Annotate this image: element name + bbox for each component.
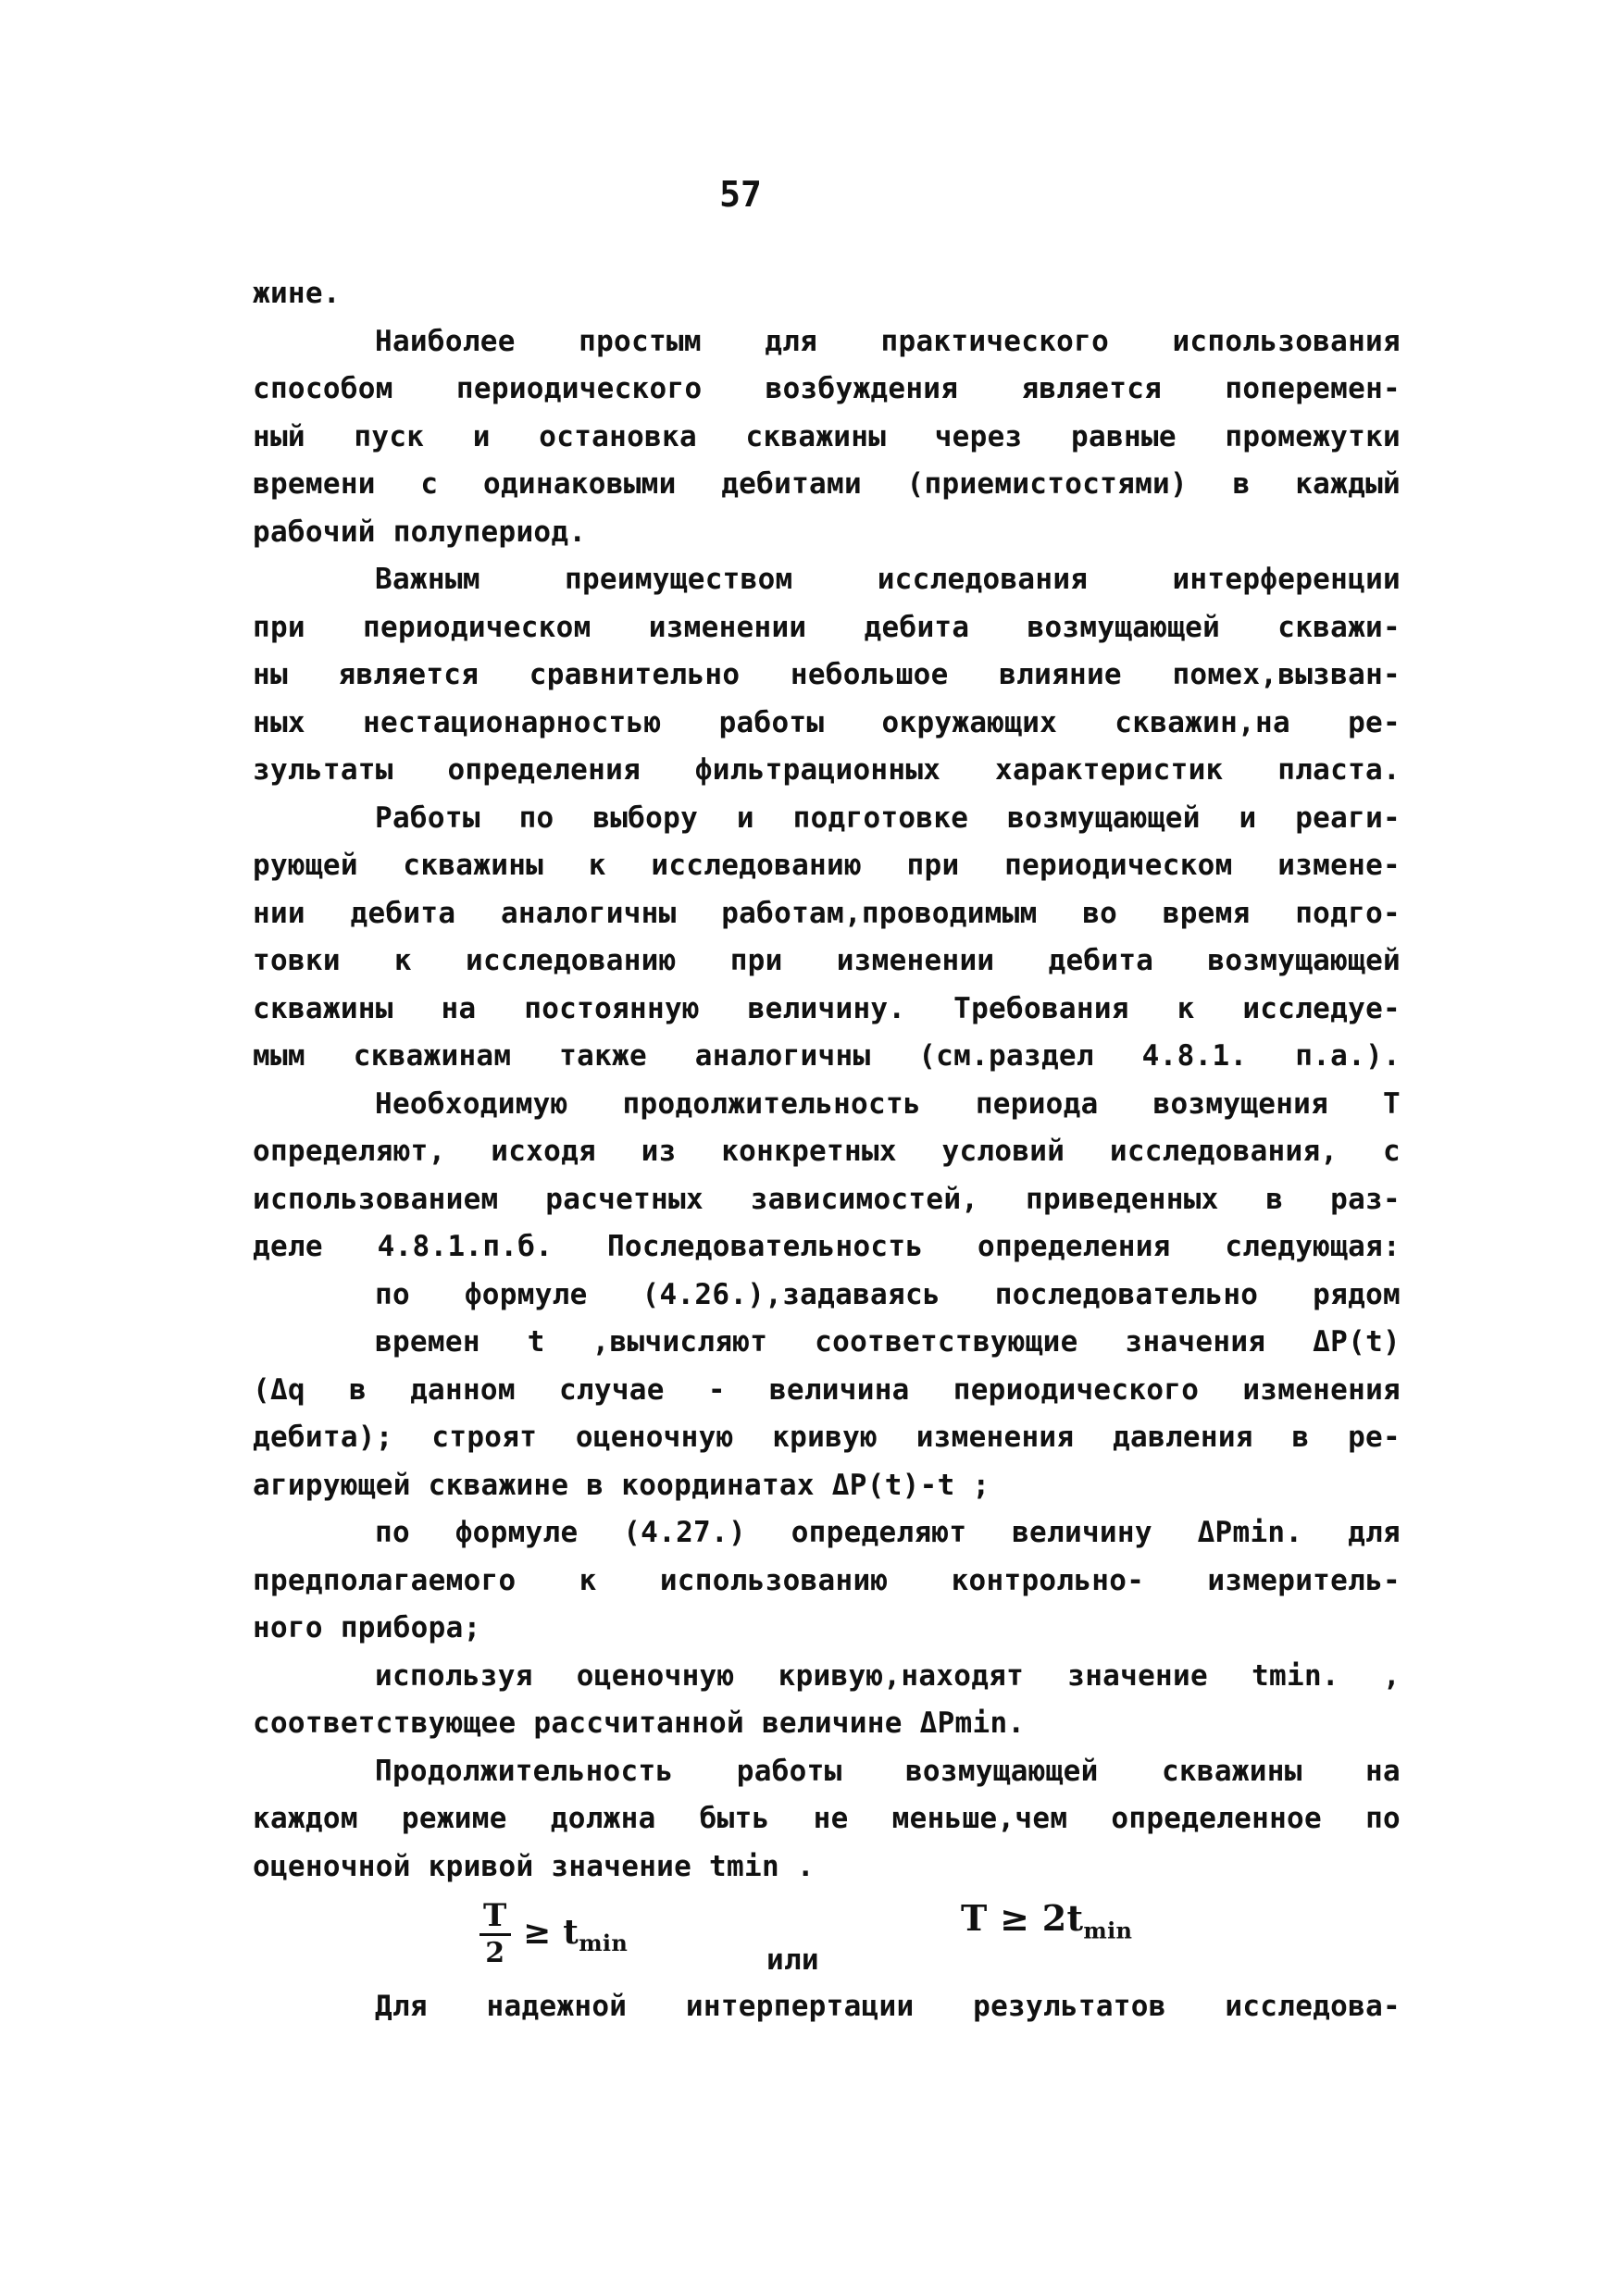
text-line: соответствующее рассчитанной величине ΔPmin. bbox=[253, 1706, 1026, 1740]
text-line: (Δq в данном случае - величина периодического изменения bbox=[253, 1372, 1401, 1407]
text-line: рующей скважины к исследованию при периодическом измене- bbox=[253, 849, 1401, 882]
text-line: Работы по выбору и подготовке возмущающей и реаги- bbox=[375, 800, 1401, 835]
text-line: ный пуск и остановка скважины через равные промежутки bbox=[253, 419, 1401, 453]
text-line: каждом режиме должна быть не меньше,чем определенное по bbox=[253, 1802, 1401, 1835]
text-line: Важным преимуществом исследования интерференции bbox=[375, 563, 1401, 596]
inequality-right-sub: min bbox=[1083, 1917, 1133, 1944]
text-line: агирующей скважине в координатах ΔP(t)-t ; bbox=[253, 1468, 990, 1502]
text-line: оценочной кривой значение tmin . bbox=[253, 1849, 815, 1883]
text-line: времени с одинаковыми дебитами (приемистостями) в каждый bbox=[253, 467, 1401, 501]
text-line: по формуле (4.26.),задаваясь последовательно рядом bbox=[375, 1277, 1401, 1311]
text-line: ного прибора; bbox=[253, 1611, 481, 1644]
text-line: скважины на постоянную величину. Требования к исследуе- bbox=[253, 991, 1401, 1025]
text-lines bbox=[253, 270, 1401, 1891]
text-line: Необходимую продолжительность периода возмущения T bbox=[375, 1086, 1401, 1121]
text-line: ных нестационарностью работы окружающих скважин,на ре- bbox=[253, 705, 1401, 739]
inequality-right bbox=[961, 1894, 1132, 1955]
inequality-left bbox=[523, 1909, 628, 1967]
text-line: зультаты определения фильтрационных характеристик пласта. bbox=[253, 753, 1401, 787]
text-line: использованием расчетных зависимостей, приведенных в раз- bbox=[253, 1182, 1401, 1216]
page-number: 57 bbox=[719, 174, 762, 215]
text-line: времен t ,вычисляют соответствующие значения ΔP(t) bbox=[375, 1325, 1401, 1359]
text-line: деле 4.8.1.п.б. Последовательность определения следующая: bbox=[253, 1230, 1401, 1263]
text-line: используя оценочную кривую,находят значение tmin. , bbox=[375, 1658, 1401, 1693]
text-line: определяют, исходя из конкретных условий исследования, с bbox=[253, 1135, 1401, 1168]
text-line: жине. bbox=[253, 277, 341, 310]
text-line: Продолжительность работы возмущающей скважины на bbox=[375, 1754, 1401, 1788]
text-line: Наиболее простым для практического использования bbox=[375, 324, 1401, 358]
text-line: предполагаемого к использованию контрольно- измеритель- bbox=[253, 1563, 1401, 1597]
inequality-left-main: ≥ t bbox=[523, 1913, 579, 1952]
body-text bbox=[253, 270, 1401, 2031]
last-line: Для надежной интерпертации результатов исследова- bbox=[375, 1990, 1401, 2023]
text-line: способом периодического возбуждения является поперемен- bbox=[253, 372, 1401, 405]
formula-row bbox=[253, 1891, 1401, 1983]
fraction-denominator: 2 bbox=[485, 1937, 505, 1969]
text-line: дебита); строят оценочную кривую изменения давления в ре- bbox=[253, 1421, 1401, 1454]
text-line: рабочий полупериод. bbox=[253, 515, 587, 549]
text-line: мым скважинам также аналогичны (см.раздел 4.8.1. п.а.). bbox=[253, 1039, 1401, 1073]
text-line: по формуле (4.27.) определяют величину ΔPmin. для bbox=[375, 1516, 1401, 1549]
text-line: ны является сравнительно небольшое влияние помех,вызван- bbox=[253, 658, 1401, 691]
inequality-right-main: T ≥ 2t bbox=[961, 1897, 1084, 1939]
or-word: или bbox=[766, 1943, 819, 1977]
text-line: нии дебита аналогичны работам,проводимым во время подго- bbox=[253, 896, 1401, 930]
fraction-t-over-2 bbox=[479, 1898, 511, 1971]
text-line: при периодическом изменении дебита возмущающей скважи- bbox=[253, 610, 1401, 644]
text-line: товки к исследованию при изменении дебита возмущающей bbox=[253, 944, 1401, 977]
inequality-left-sub: min bbox=[579, 1930, 629, 1957]
fraction-numerator: T bbox=[479, 1898, 511, 1936]
